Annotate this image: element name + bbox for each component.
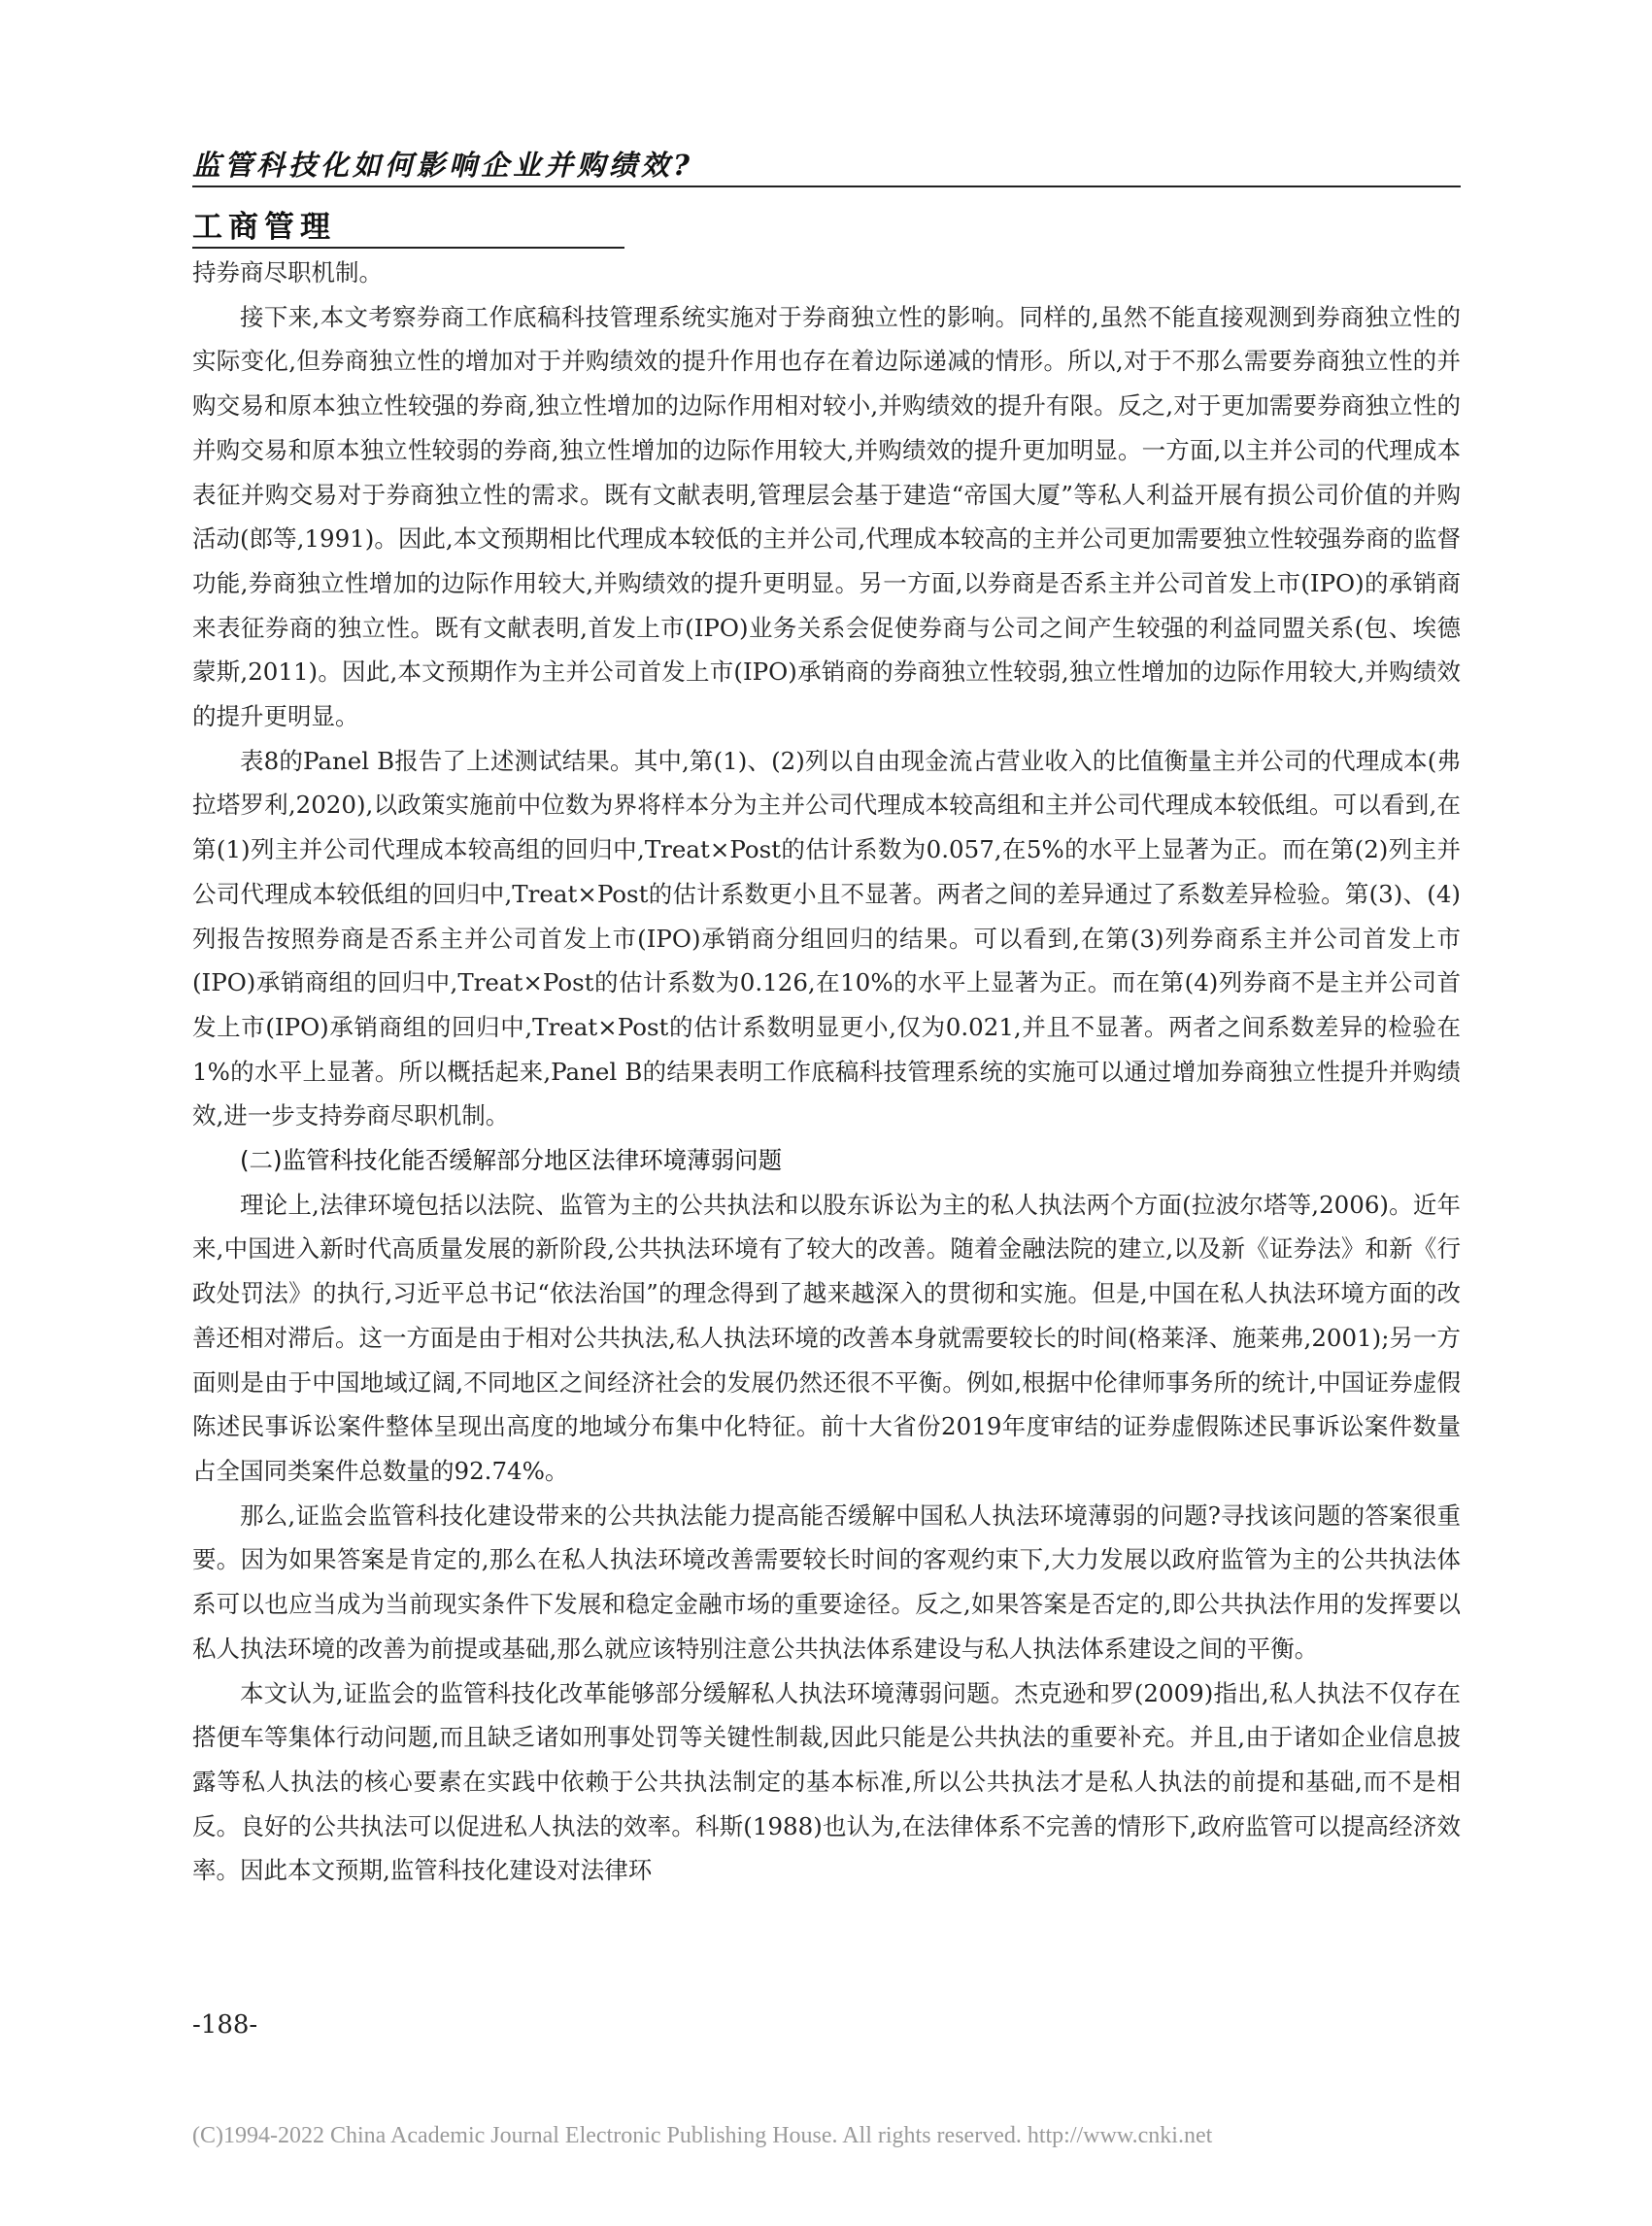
paragraph: 表8的Panel B报告了上述测试结果。其中,第(1)、(2)列以自由现金流占营业收入的比值衡量主并公司的代理成本(弗拉塔罗利,2020),以政策实施前中位数为界将样本分为主并公司代理成本较高组和主并公司代理成本较低组。可以看到,在第(1)列主并公司代理成本较高组的回归中,Treat×Post的估计系数为0.057,在5%的水平上显著为正。而在第(2)列主并公司代理成本较低组的回归中,Treat×Post的估计系数更小且不显著。两者之间的差异通过了系数差异检验。第(3)、(4)列报告按照券商是否系主并公司首发上市(IPO)承销商分组回归的结果。可以看到,在第(3)列券商系主并公司首发上市(IPO)承销商组的回归中,Treat×Post的估计系数为0.126,在10%的水平上显著为正。而在第(4)列券商不是主并公司首发上市(IPO)承销商组的回归中,Treat×Post的估计系数明显更小,仅为0.021,并且不显著。两者之间系数差异的检验在1%的水平上显著。所以概括起来,Panel B的结果表明工作底稿科技管理系统的实施可以通过增加券商独立性提升并购绩效,进一步支持券商尽职机制。 [192,746,1462,1130]
page-number: -188- [192,2010,258,2040]
article-body [192,251,1461,1893]
section-label: 工商管理 [192,210,336,245]
copyright-notice: (C)1994-2022 China Academic Journal Electronic Publishing House. All rights reserved. http://www.cnki.net [192,2123,1213,2148]
paragraph: 本文认为,证监会的监管科技化改革能够部分缓解私人执法环境薄弱问题。杰克逊和罗(2009)指出,私人执法不仅存在搭便车等集体行动问题,而且缺乏诸如刑事处罚等关键性制裁,因此只能是公共执法的重要补充。并且,由于诸如企业信息披露等私人执法的核心要素在实践中依赖于公共执法制定的基本标准,所以公共执法才是私人执法的前提和基础,而不是相反。良好的公共执法可以促进私人执法的效率。科斯(1988)也认为,在法律体系不完善的情形下,政府监管可以提高经济效率。因此本文预期,监管科技化建设对法律环 [192,1678,1461,1885]
running-title: 监管科技化如何影响企业并购绩效? [192,149,693,182]
section-rule [192,247,624,249]
paragraph: 那么,证监会监管科技化建设带来的公共执法能力提高能否缓解中国私人执法环境薄弱的问题?寻找该问题的答案很重要。因为如果答案是肯定的,那么在私人执法环境改善需要较长时间的客观约束下,大力发展以政府监管为主的公共执法体系可以也应当成为当前现实条件下发展和稳定金融市场的重要途径。反之,如果答案是否定的,即公共执法作用的发挥要以私人执法环境的改善为前提或基础,那么就应该特别注意公共执法体系建设与私人执法体系建设之间的平衡。 [192,1501,1461,1663]
paragraph: 持券商尽职机制。 [192,258,383,287]
paragraph: 接下来,本文考察券商工作底稿科技管理系统实施对于券商独立性的影响。同样的,虽然不能直接观测到券商独立性的实际变化,但券商独立性的增加对于并购绩效的提升作用也存在着边际递减的情形。所以,对于不那么需要券商独立性的并购交易和原本独立性较强的券商,独立性增加的边际作用相对较小,并购绩效的提升有限。反之,对于更加需要券商独立性的并购交易和原本独立性较弱的券商,独立性增加的边际作用较大,并购绩效的提升更加明显。一方面,以主并公司的代理成本表征并购交易对于券商独立性的需求。既有文献表明,管理层会基于建造“帝国大厦”等私人利益开展有损公司价值的并购活动(郎等,1991)。因此,本文预期相比代理成本较低的主并公司,代理成本较高的主并公司更加需要独立性较强券商的监督功能,券商独立性增加的边际作用较大,并购绩效的提升更明显。另一方面,以券商是否系主并公司首发上市(IPO)的承销商来表征券商的独立性。既有文献表明,首发上市(IPO)业务关系会促使券商与公司之间产生较强的利益同盟关系(包、埃德蒙斯,2011)。因此,本文预期作为主并公司首发上市(IPO)承销商的券商独立性较弱,独立性增加的边际作用较大,并购绩效的提升更明显。 [192,302,1461,731]
paragraph: 理论上,法律环境包括以法院、监管为主的公共执法和以股东诉讼为主的私人执法两个方面(拉波尔塔等,2006)。近年来,中国进入新时代高质量发展的新阶段,公共执法环境有了较大的改善。随着金融法院的建立,以及新《证券法》和新《行政处罚法》的执行,习近平总书记“依法治国”的理念得到了越来越深入的贯彻和实施。但是,中国在私人执法环境方面的改善还相对滞后。这一方面是由于相对公共执法,私人执法环境的改善本身就需要较长的时间(格莱泽、施莱弗,2001);另一方面则是由于中国地域辽阔,不同地区之间经济社会的发展仍然还很不平衡。例如,根据中伦律师事务所的统计,中国证券虚假陈述民事诉讼案件整体呈现出高度的地域分布集中化特征。前十大省份2019年度审结的证券虚假陈述民事诉讼案件数量占全国同类案件总数量的92.74%。 [192,1190,1461,1485]
subsection-heading: (二)监管科技化能否缓解部分地区法律环境薄弱问题 [240,1146,783,1175]
header-rule [192,186,1461,187]
